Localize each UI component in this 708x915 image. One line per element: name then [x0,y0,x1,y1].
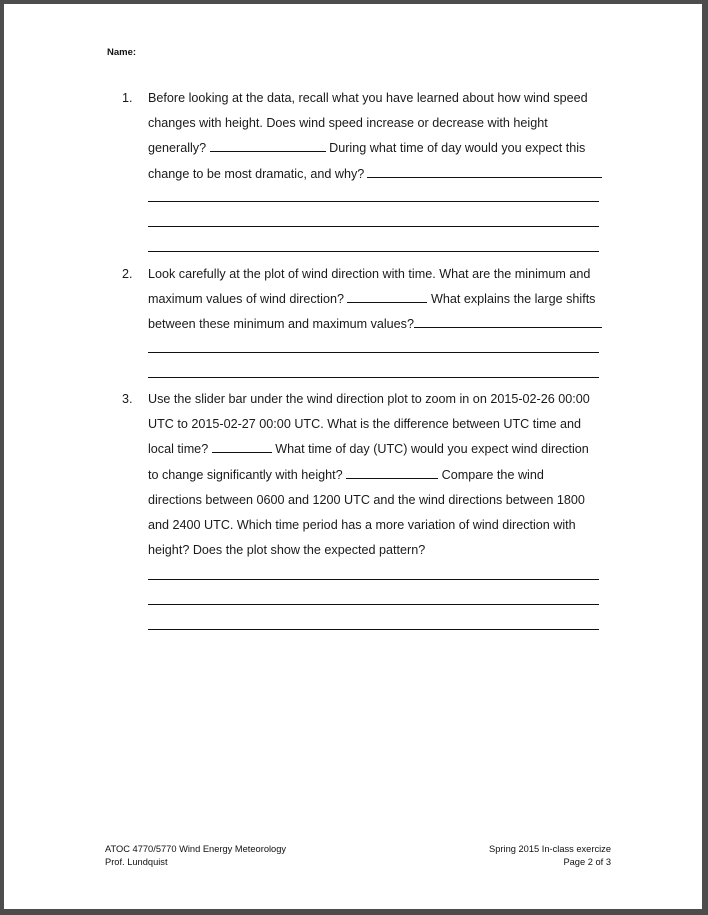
answer-line[interactable] [148,579,599,580]
question-text-line: height? Does the plot show the expected pattern? [148,543,426,558]
course-title: ATOC 4770/5770 Wind Energy Meteorology [105,844,287,854]
question-1 [122,86,602,187]
answer-line[interactable] [148,226,599,227]
question-text-line: changes with height. Does wind speed increase or decrease with height [148,116,548,131]
answer-line[interactable] [148,377,599,378]
question-text: During what time of day would you expect this [329,141,586,156]
question-text-line [148,463,602,488]
document-page [4,4,702,909]
question-text: Compare the wind [441,467,544,482]
question-text-line: Look carefully at the plot of wind direction with time. What are the minimum and [148,267,591,281]
question-text-line: and 2400 UTC. Which time period has a more variation of wind direction with [148,518,576,533]
question-text-line: UTC to 2015-02-27 00:00 UTC. What is the difference between UTC time and [148,417,582,432]
question-number: 1. [122,91,133,105]
question-text: What time of day (UTC) would you expect wind direction [275,442,589,457]
question-text-line: Before looking at the data, recall what you have learned about how wind speed [148,91,588,105]
question-text: What explains the large shifts [430,292,596,307]
answer-line[interactable] [148,251,599,252]
inline-answer-blank[interactable] [347,288,427,303]
instructor-name: Prof. Lundquist [105,857,168,867]
page-number: Page 2 of 3 [563,857,611,867]
question-text-line: Use the slider bar under the wind direction plot to zoom in on 2015-02-26 00:00 [148,392,590,406]
answer-line[interactable] [148,604,599,605]
question-number: 2. [122,267,133,281]
inline-answer-blank[interactable] [212,438,272,453]
answer-line[interactable] [148,201,599,202]
inline-answer-blank[interactable] [210,137,326,152]
footer-right [489,843,611,869]
answer-line[interactable] [148,352,599,353]
question-text-line [148,287,602,312]
question-2 [122,262,602,338]
inline-answer-blank[interactable] [367,163,602,178]
question-text-line [148,312,602,337]
question-text-line [148,162,602,187]
question-text-line [148,437,602,462]
question-number: 3. [122,392,133,406]
inline-answer-blank[interactable] [346,464,438,479]
question-text-line: directions between 0600 and 1200 UTC and the wind directions between 1800 [148,492,585,507]
term-label: Spring 2015 In-class exercize [489,844,611,854]
question-3 [122,387,602,563]
answer-line[interactable] [148,629,599,630]
inline-answer-blank[interactable] [414,313,602,328]
question-text: change to be most dramatic, and why? [148,166,365,181]
question-text: to change significantly with height? [148,467,343,482]
question-text-line [148,136,602,161]
question-text: maximum values of wind direction? [148,292,344,307]
question-text: local time? [148,442,209,457]
question-text: generally? [148,141,207,156]
name-label: Name: [107,47,137,58]
question-text: between these minimum and maximum values? [148,317,414,332]
footer-left [105,843,286,869]
